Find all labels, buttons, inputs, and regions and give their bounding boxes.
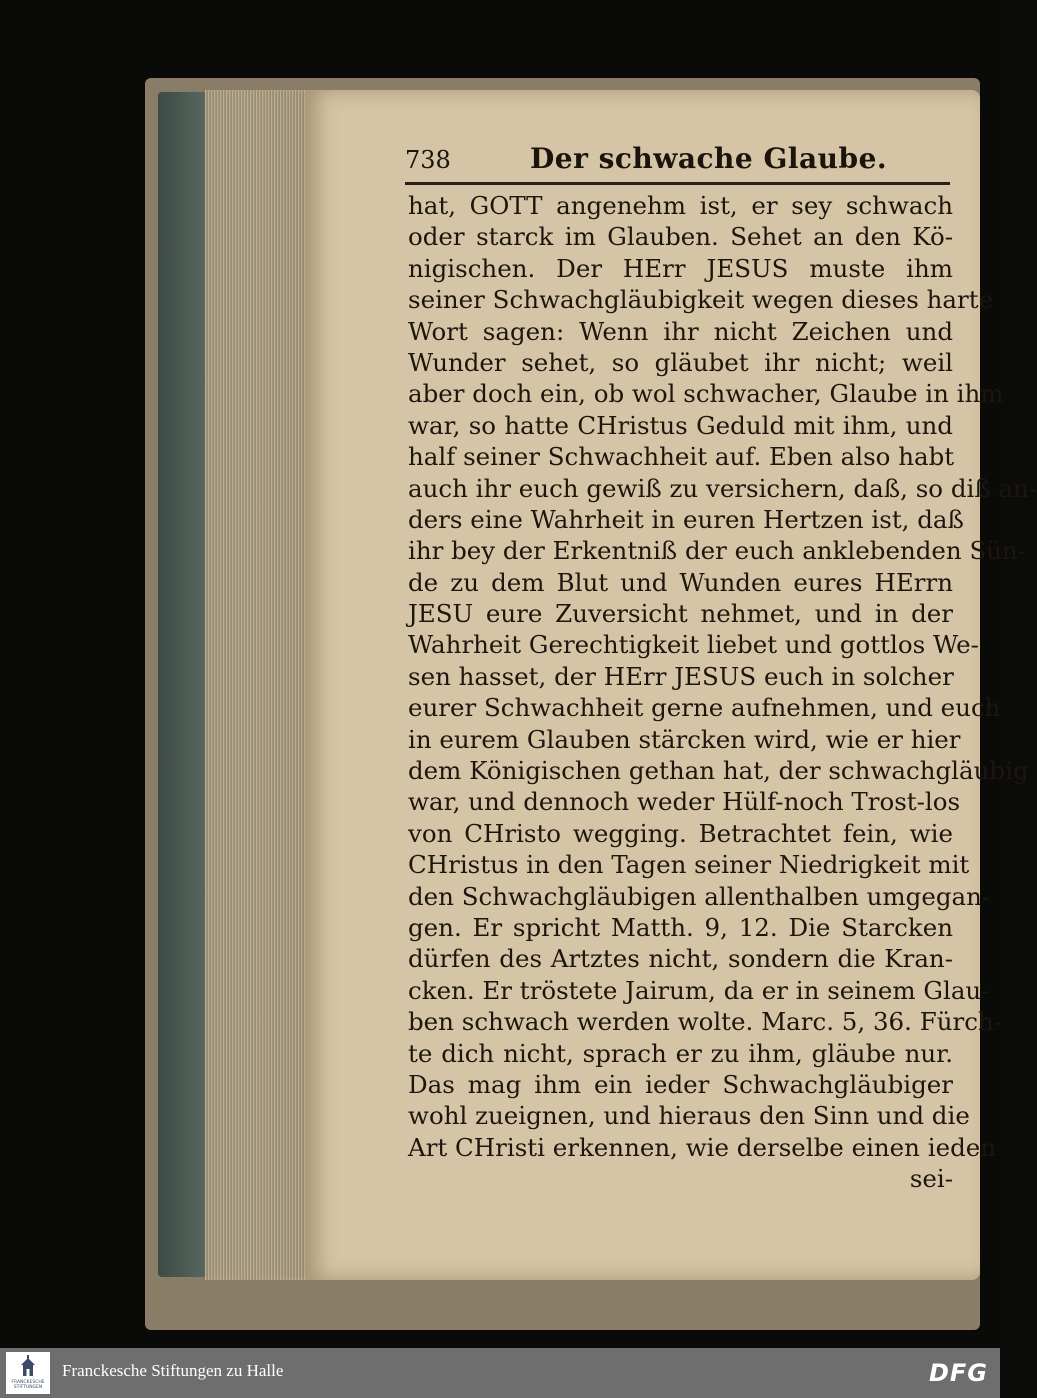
text-line: ben schwach werden wolte. Marc. 5, 36. Fürch- — [408, 1007, 1002, 1037]
text-line: half seiner Schwachheit auf. Eben also habt — [408, 442, 955, 472]
text-line: ihr bey der Erkentniß der euch anklebenden Sün- — [408, 536, 1027, 566]
text-line: seiner Schwachgläubigkeit wegen dieses harte — [408, 285, 994, 315]
dfg-logo: DFG — [928, 1359, 988, 1387]
text-line: in eurem Glauben stärcken wird, wie er hier — [408, 724, 961, 754]
text-line: Art CHristi erkennen, wie derselbe einen ieden — [408, 1132, 997, 1162]
header-rule — [405, 182, 950, 185]
institution-name: Franckesche Stiftungen zu Halle — [62, 1361, 284, 1380]
text-line: Wahrheit Gerechtigkeit liebet und gottlos We- — [408, 630, 979, 660]
institution-logo — [6, 1352, 50, 1394]
text-line: war, so hatte CHristus Geduld mit ihm, und — [408, 410, 953, 440]
running-title: Der schwache Glaube. — [530, 142, 888, 175]
text-line: oder starck im Glauben. Sehet an den Kö- — [408, 222, 953, 252]
text-line: gen. Er spricht Matth. 9, 12. Die Starcken — [408, 912, 953, 942]
text-line: war, und dennoch weder Hülf-noch Trost-los — [408, 787, 961, 817]
text-line: Wort sagen: Wenn ihr nicht Zeichen und — [408, 316, 953, 346]
text-line: dürfen des Artztes nicht, sondern die Kran- — [408, 944, 953, 974]
logo-caption: FRANCKESCHE STIFTUNGEN — [11, 1380, 45, 1390]
text-line: auch ihr euch gewiß zu versichern, daß, so diß an- — [408, 473, 1037, 503]
institution-logo-icon — [21, 1355, 35, 1377]
text-line: CHristus in den Tagen seiner Niedrigkeit mit — [408, 850, 970, 880]
page-number: 738 — [405, 146, 451, 174]
text-line: sen hasset, der HErr JESUS euch in solcher — [408, 661, 954, 691]
text-line: nigischen. Der HErr JESUS muste ihm — [408, 253, 953, 283]
text-line: wohl zueignen, und hieraus den Sinn und die — [408, 1101, 970, 1131]
text-line: de zu dem Blut und Wunden eures HErrn — [408, 567, 953, 597]
text-line: den Schwachgläubigen allenthalben umgegan- — [408, 881, 991, 911]
text-line: Wunder sehet, so gläubet ihr nicht; weil — [408, 347, 953, 377]
text-line: sei- — [909, 1164, 953, 1194]
text-line: dem Königischen gethan hat, der schwachgläubig — [408, 756, 1029, 786]
page-edges — [205, 90, 315, 1280]
text-line: aber doch ein, ob wol schwacher, Glaube in ihm — [408, 379, 1004, 409]
text-line: te dich nicht, sprach er zu ihm, gläube nur. — [408, 1038, 953, 1068]
page-header — [405, 142, 965, 184]
text-line: von CHristo wegging. Betrachtet fein, wie — [408, 818, 953, 848]
text-line: cken. Er tröstete Jairum, da er in seinem Glau- — [408, 975, 990, 1005]
text-line: Das mag ihm ein ieder Schwachgläubiger — [408, 1069, 953, 1099]
body-text — [408, 190, 1037, 1195]
text-line: eurer Schwachheit gerne aufnehmen, und euch — [408, 693, 1001, 723]
text-line: hat, GOTT angenehm ist, er sey schwach — [408, 191, 953, 220]
text-line: ders eine Wahrheit in euren Hertzen ist, daß — [408, 504, 964, 534]
text-line: JESU eure Zuversicht nehmet, und in der — [408, 599, 953, 629]
footer-bar — [0, 1348, 1000, 1398]
